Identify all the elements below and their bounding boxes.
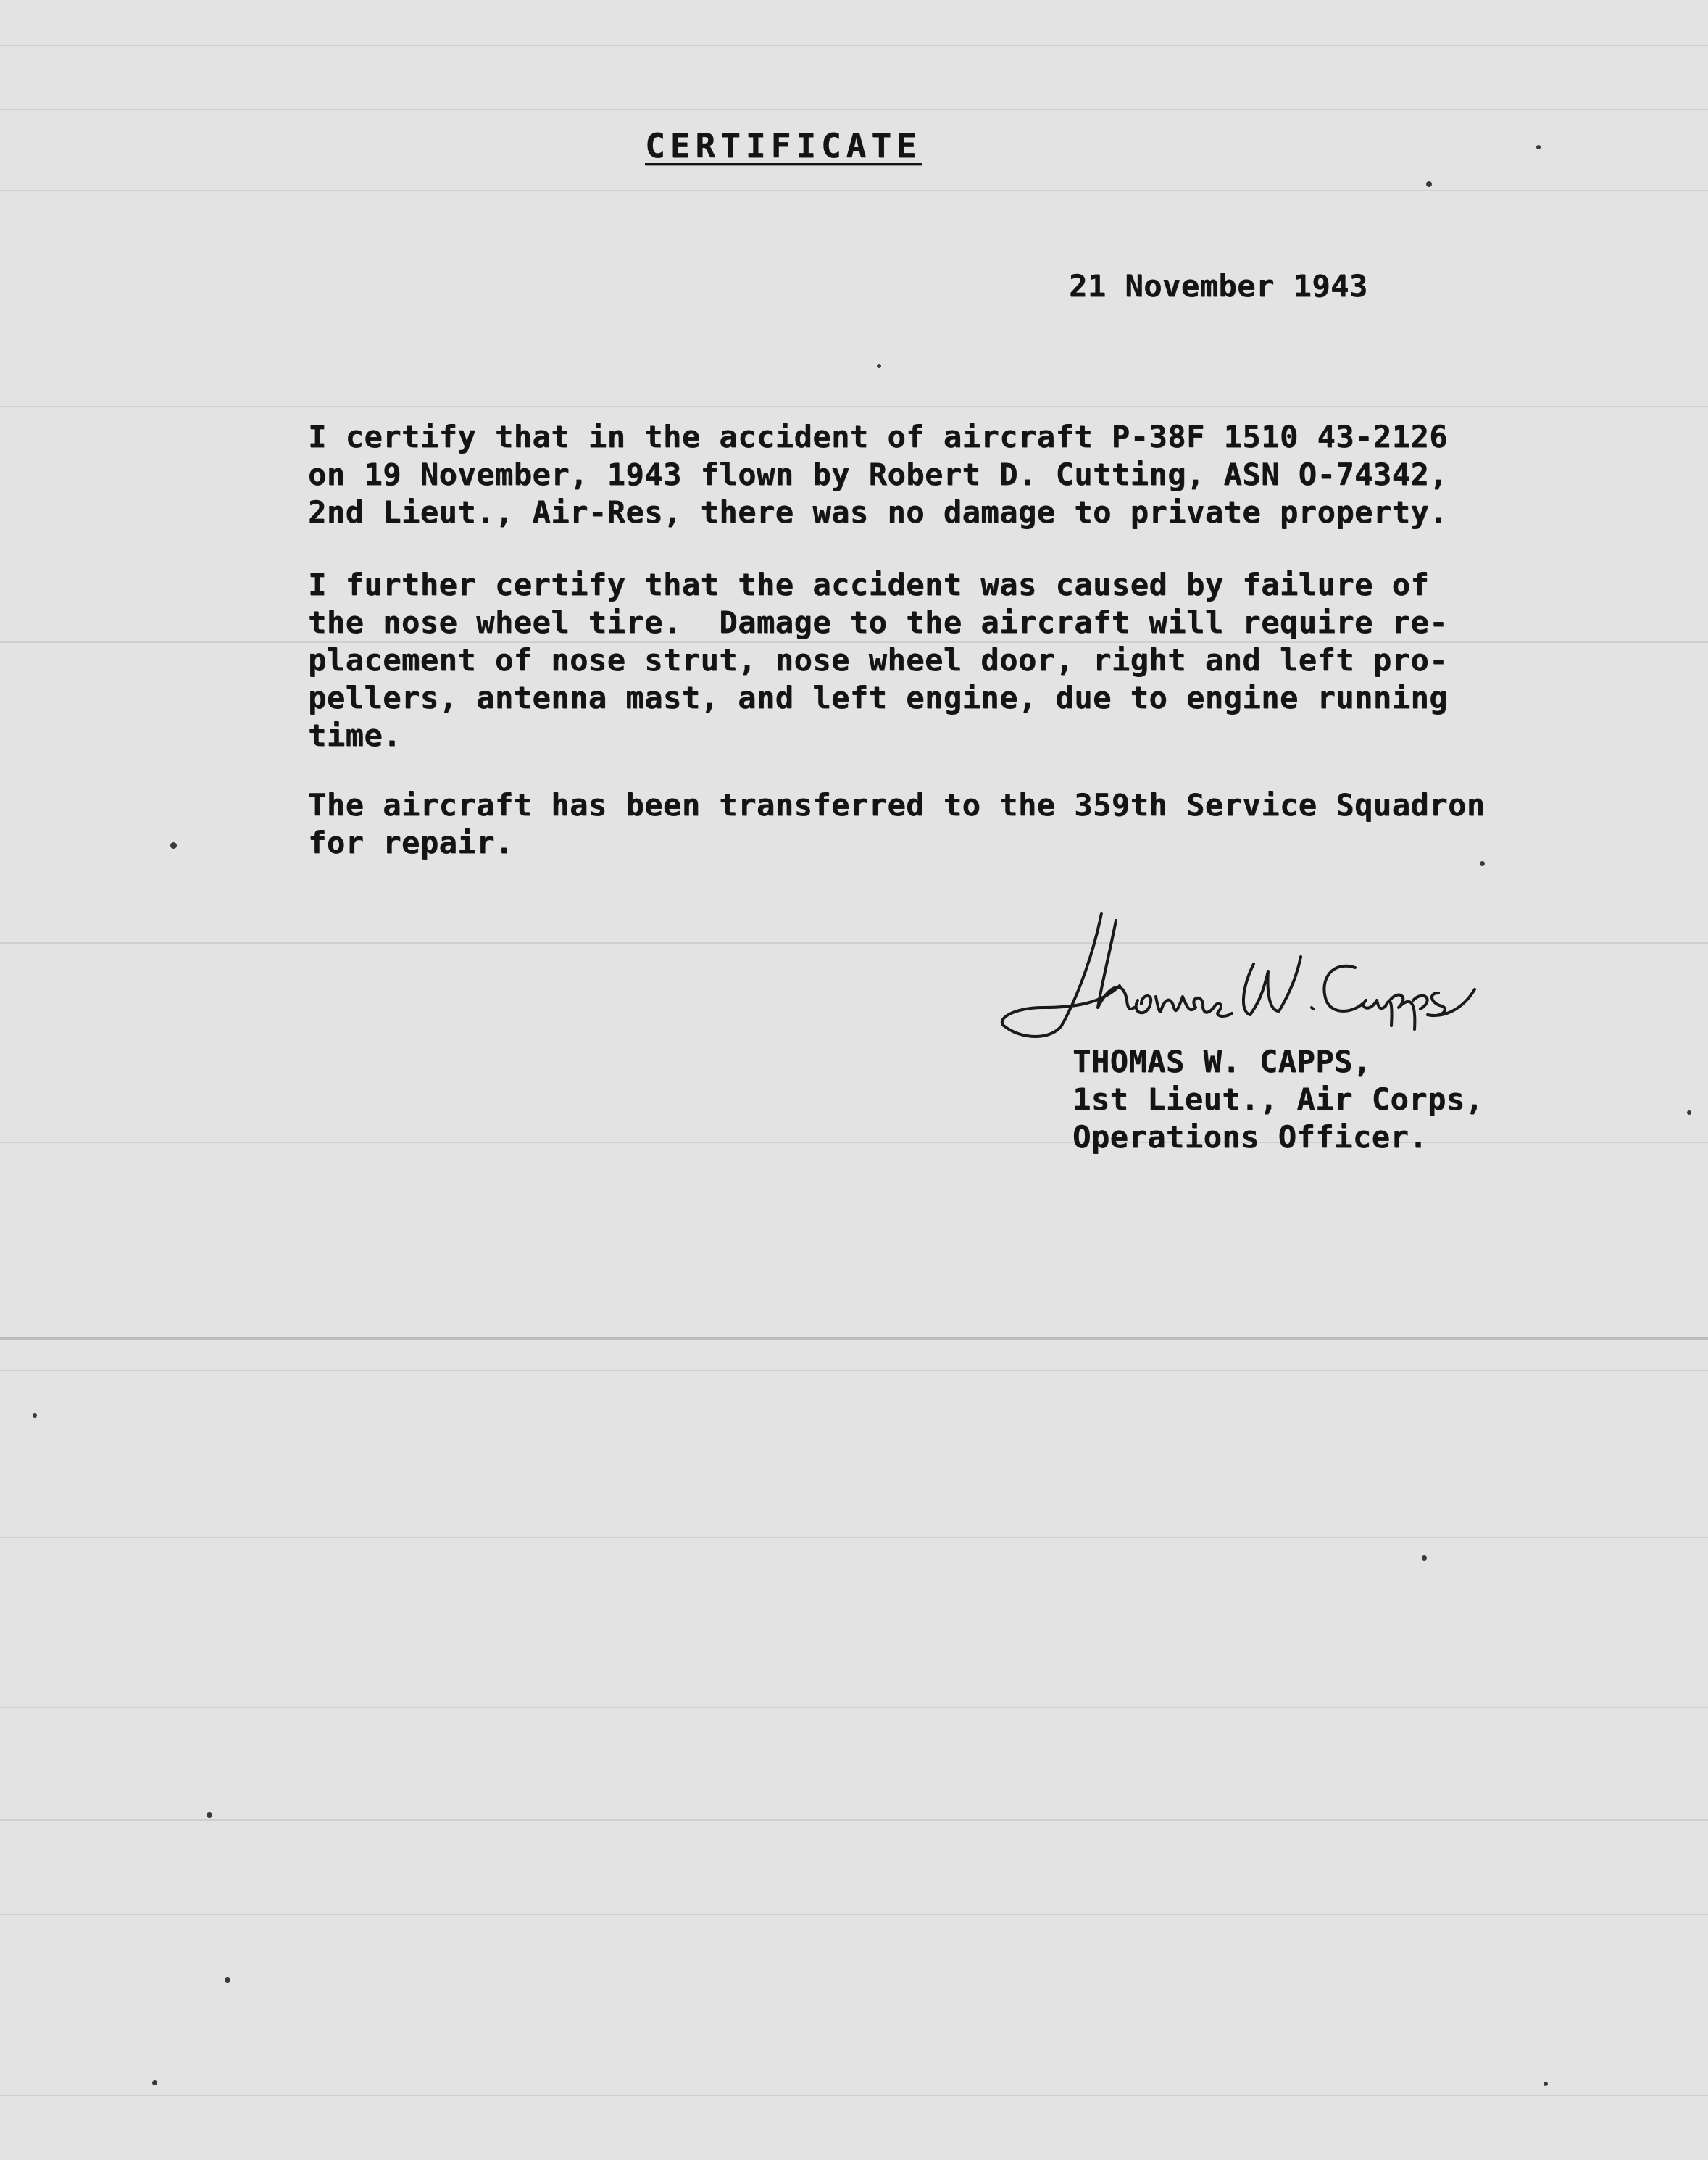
scan-speck [877, 364, 881, 368]
rule-line [0, 1337, 1708, 1340]
scan-speck [1544, 2082, 1548, 2086]
paragraph-line: I certify that in the accident of aircraft P-38F 1510 43-2126 [308, 419, 1448, 454]
paragraph-line: pellers, antenna mast, and left engine, due to engine running [308, 680, 1448, 715]
document-title: CERTIFICATE [645, 126, 922, 165]
rule-line [0, 45, 1708, 46]
scan-speck [152, 2080, 157, 2085]
rule-line [0, 1370, 1708, 1371]
paragraph-line: 2nd Lieut., Air-Res, there was no damage to private property. [308, 494, 1448, 530]
signature-mark [993, 899, 1500, 1058]
scan-speck [1426, 181, 1432, 187]
signer-rank: 1st Lieut., Air Corps, [1072, 1081, 1484, 1117]
scan-speck [170, 842, 177, 849]
handwritten-signature [993, 899, 1500, 1058]
paragraph-line: on 19 November, 1943 flown by Robert D. Cutting, ASN O-74342, [308, 457, 1448, 492]
scan-speck [1480, 861, 1485, 866]
paragraph-line: time. [308, 718, 401, 753]
rule-line [0, 1819, 1708, 1821]
scan-speck [1687, 1110, 1691, 1115]
rule-line [0, 1914, 1708, 1915]
rule-line [0, 190, 1708, 191]
paragraph-line: the nose wheel tire. Damage to the aircraft will require re- [308, 605, 1448, 640]
paragraph-line: The aircraft has been transferred to the 359th Service Squadron [308, 787, 1486, 823]
rule-line [0, 2095, 1708, 2096]
signer-name: THOMAS W. CAPPS, [1072, 1044, 1372, 1079]
scan-speck [225, 1977, 230, 1983]
rule-line [0, 109, 1708, 110]
scan-speck [33, 1413, 37, 1418]
signer-title: Operations Officer. [1072, 1119, 1428, 1155]
rule-line [0, 1142, 1708, 1143]
scan-speck [1422, 1555, 1427, 1561]
rule-line [0, 1537, 1708, 1538]
paragraph-line: for repair. [308, 825, 514, 860]
rule-line [0, 1707, 1708, 1708]
document-date: 21 November 1943 [1069, 268, 1368, 304]
scan-speck [1536, 145, 1541, 149]
rule-line [0, 406, 1708, 407]
scan-speck [207, 1812, 212, 1818]
paragraph-line: I further certify that the accident was caused by failure of [308, 567, 1430, 602]
paragraph-line: placement of nose strut, nose wheel door, right and left pro- [308, 642, 1448, 678]
